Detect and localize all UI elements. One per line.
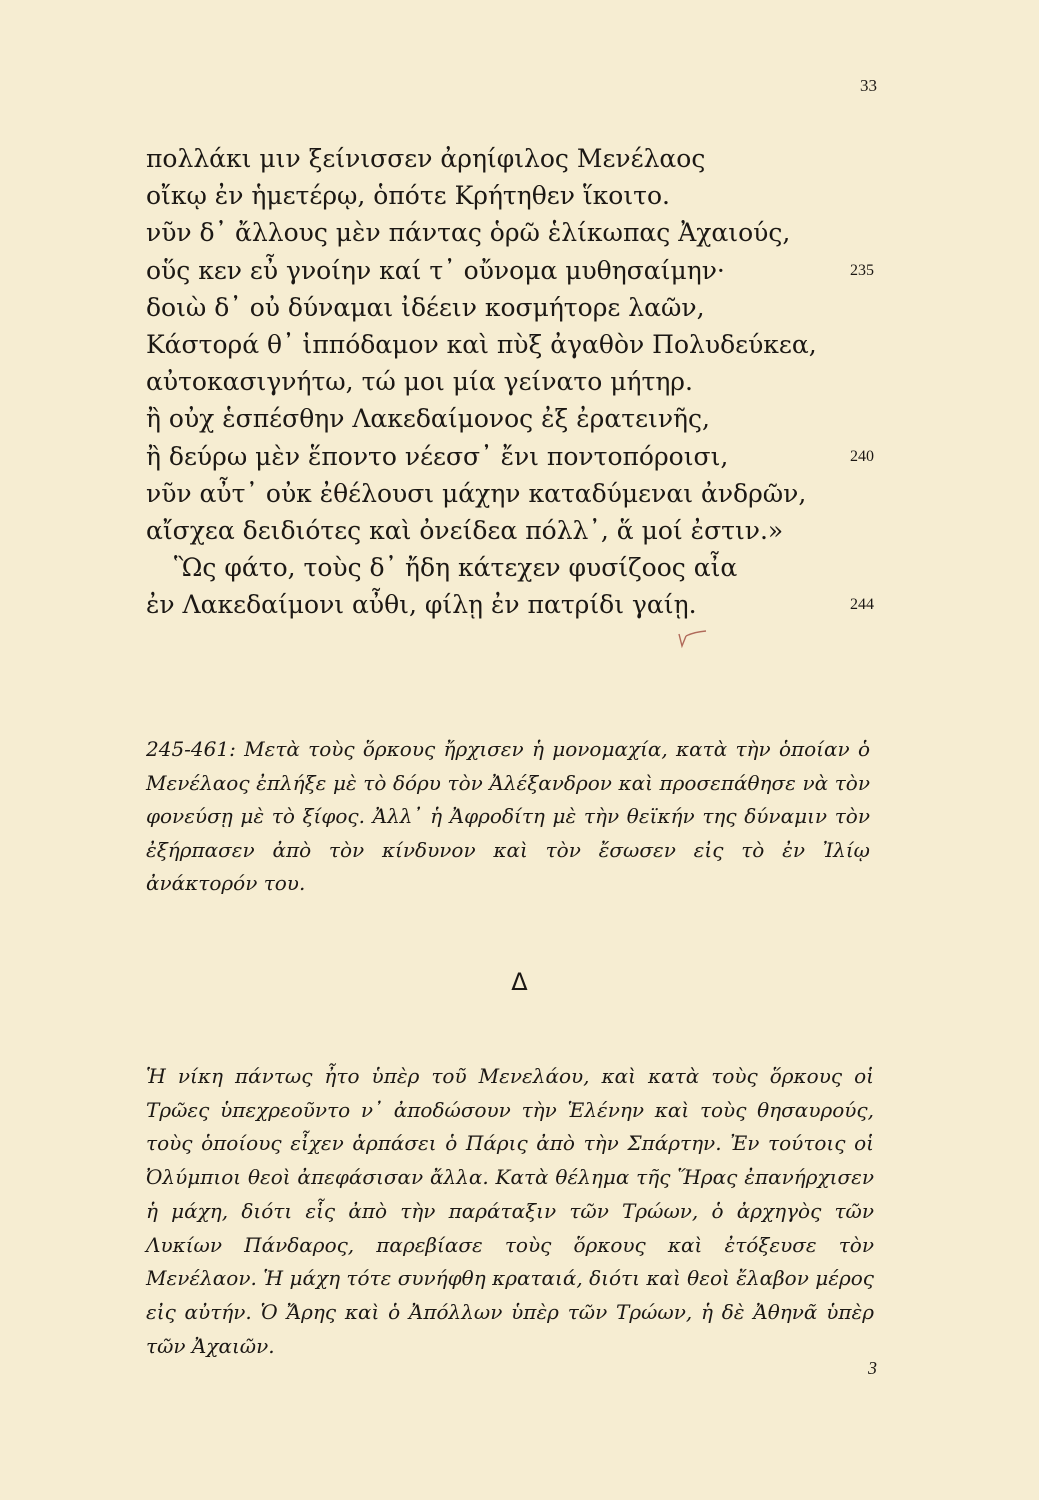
verse-line bbox=[146, 289, 886, 326]
verse-text: νῦν δ᾽ ἄλλους μὲν πάντας ὁρῶ ἑλίκωπας Ἀχαιούς, bbox=[146, 218, 791, 248]
verse-text: ἢ οὐχ ἑσπέσθην Λακεδαίμονος ἐξ ἐρατεινῆς, bbox=[146, 404, 710, 434]
page-number: 33 bbox=[860, 76, 877, 95]
verse-line bbox=[146, 177, 886, 214]
line-number: 240 bbox=[850, 447, 874, 465]
verse-block bbox=[146, 140, 886, 623]
summary-text: : Μετὰ τοὺς ὅρκους ἤρχισεν ἡ μονομαχία, κατὰ τὴν ὁποίαν ὁ Μενέλαος ἐπλήξε μὲ τὸ δόρυ τὸν Ἀλέξανδρον καὶ προσεπάθησε νὰ τὸν φονεύσῃ μὲ τὸ ξίφος. Ἀλλ᾽ ἡ Ἀφροδίτη μὲ τὴν θεϊκήν της δύναμιν τὸν ἐξήρπασεν ἀπὸ τὸν κίνδυνον καὶ τὸν ἔσωσεν εἰς τὸ ἐν Ἰλίῳ ἀνάκτορόν του. bbox=[146, 737, 870, 896]
verse-line bbox=[146, 363, 886, 400]
verse-text: οἴκῳ ἐν ἡμετέρῳ, ὁπότε Κρήτηθεν ἵκοιτο. bbox=[146, 181, 670, 211]
verse-text: δοιὼ δ᾽ οὐ δύναμαι ἰδέειν κοσμήτορε λαῶν, bbox=[146, 292, 705, 322]
verse-text: αἴσχεα δειδιότες καὶ ὀνείδεα πόλλ᾽, ἅ μοί ἐστιν.» bbox=[146, 515, 784, 545]
summary-range: 245-461 bbox=[146, 737, 230, 761]
verse-line bbox=[146, 326, 886, 363]
verse-line bbox=[146, 586, 886, 623]
verse-line bbox=[146, 549, 886, 586]
line-number: 235 bbox=[850, 261, 874, 279]
verse-text: Κάστορά θ᾽ ἱππόδαμον καὶ πὺξ ἀγαθὸν Πολυδεύκεα, bbox=[146, 329, 817, 359]
verse-line bbox=[146, 400, 886, 437]
signature-mark: 3 bbox=[868, 1358, 877, 1378]
verse-text: Ὣς φάτο, τοὺς δ᾽ ἤδη κάτεχεν φυσίζοος αἶα bbox=[174, 553, 738, 583]
verse-line bbox=[146, 438, 886, 475]
verse-text: ἢ δεύρω μὲν ἕποντο νέεσσ᾽ ἔνι ποντοπόροισι, bbox=[146, 441, 729, 471]
verse-line bbox=[146, 214, 886, 251]
verse-line bbox=[146, 140, 886, 177]
verse-line bbox=[146, 252, 886, 289]
line-number: 244 bbox=[850, 596, 874, 614]
verse-text: νῦν αὖτ᾽ οὐκ ἐθέλουσι μάχην καταδύμεναι ἀνδρῶν, bbox=[146, 478, 807, 508]
book-letter: Δ bbox=[511, 968, 528, 996]
verse-text: οὕς κεν εὖ γνοίην καί τ᾽ οὔνομα μυθησαίμην· bbox=[146, 255, 725, 285]
verse-line bbox=[146, 512, 886, 549]
book-intro-paragraph: Ἡ νίκη πάντως ἦτο ὑπὲρ τοῦ Μενελάου, καὶ κατὰ τοὺς ὅρκους οἱ Τρῶες ὑπεχρεοῦντο ν᾽ ἀποδώσουν τὴν Ἑλένην καὶ τοὺς θησαυρούς, τοὺς ὁποίους εἶχεν ἁρπάσει ὁ Πάρις ἀπὸ τὴν Σπάρτην. Ἐν τούτοις οἱ Ὀλύμπιοι θεοὶ ἀπεφάσισαν ἄλλα. Κατὰ θέλημα τῆς Ἥρας ἐπανήρχισεν ἡ μάχη, διότι εἷς ἀπὸ τὴν παράταξιν τῶν Τρώων, ὁ ἀρχηγὸς τῶν Λυκίων Πάνδαρος, παρεβίασε τοὺς ὅρκους καὶ ἐτόξευσε τὸν Μενέλαον. Ἡ μάχη τότε συνήφθη κραταιά, διότι καὶ θεοὶ ἔλαβον μέρος εἰς αὐτήν. Ὁ Ἄρης καὶ ὁ Ἀπόλλων ὑπὲρ τῶν Τρώων, ἡ δὲ Ἀθηνᾶ ὑπὲρ τῶν Ἀχαιῶν. bbox=[146, 1064, 874, 1358]
verse-line bbox=[146, 475, 886, 512]
verse-text: ἐν Λακεδαίμονι αὖθι, φίλῃ ἐν πατρίδι γαίῃ. bbox=[146, 590, 697, 620]
verse-text: πολλάκι μιν ξείνισσεν ἀρηίφιλος Μενέλαος bbox=[146, 144, 706, 173]
verse-text: αὐτοκασιγνήτω, τώ μοι μία γείνατο μήτηρ. bbox=[146, 367, 693, 397]
summary-paragraph bbox=[146, 733, 870, 901]
pencil-mark-icon bbox=[676, 630, 712, 650]
